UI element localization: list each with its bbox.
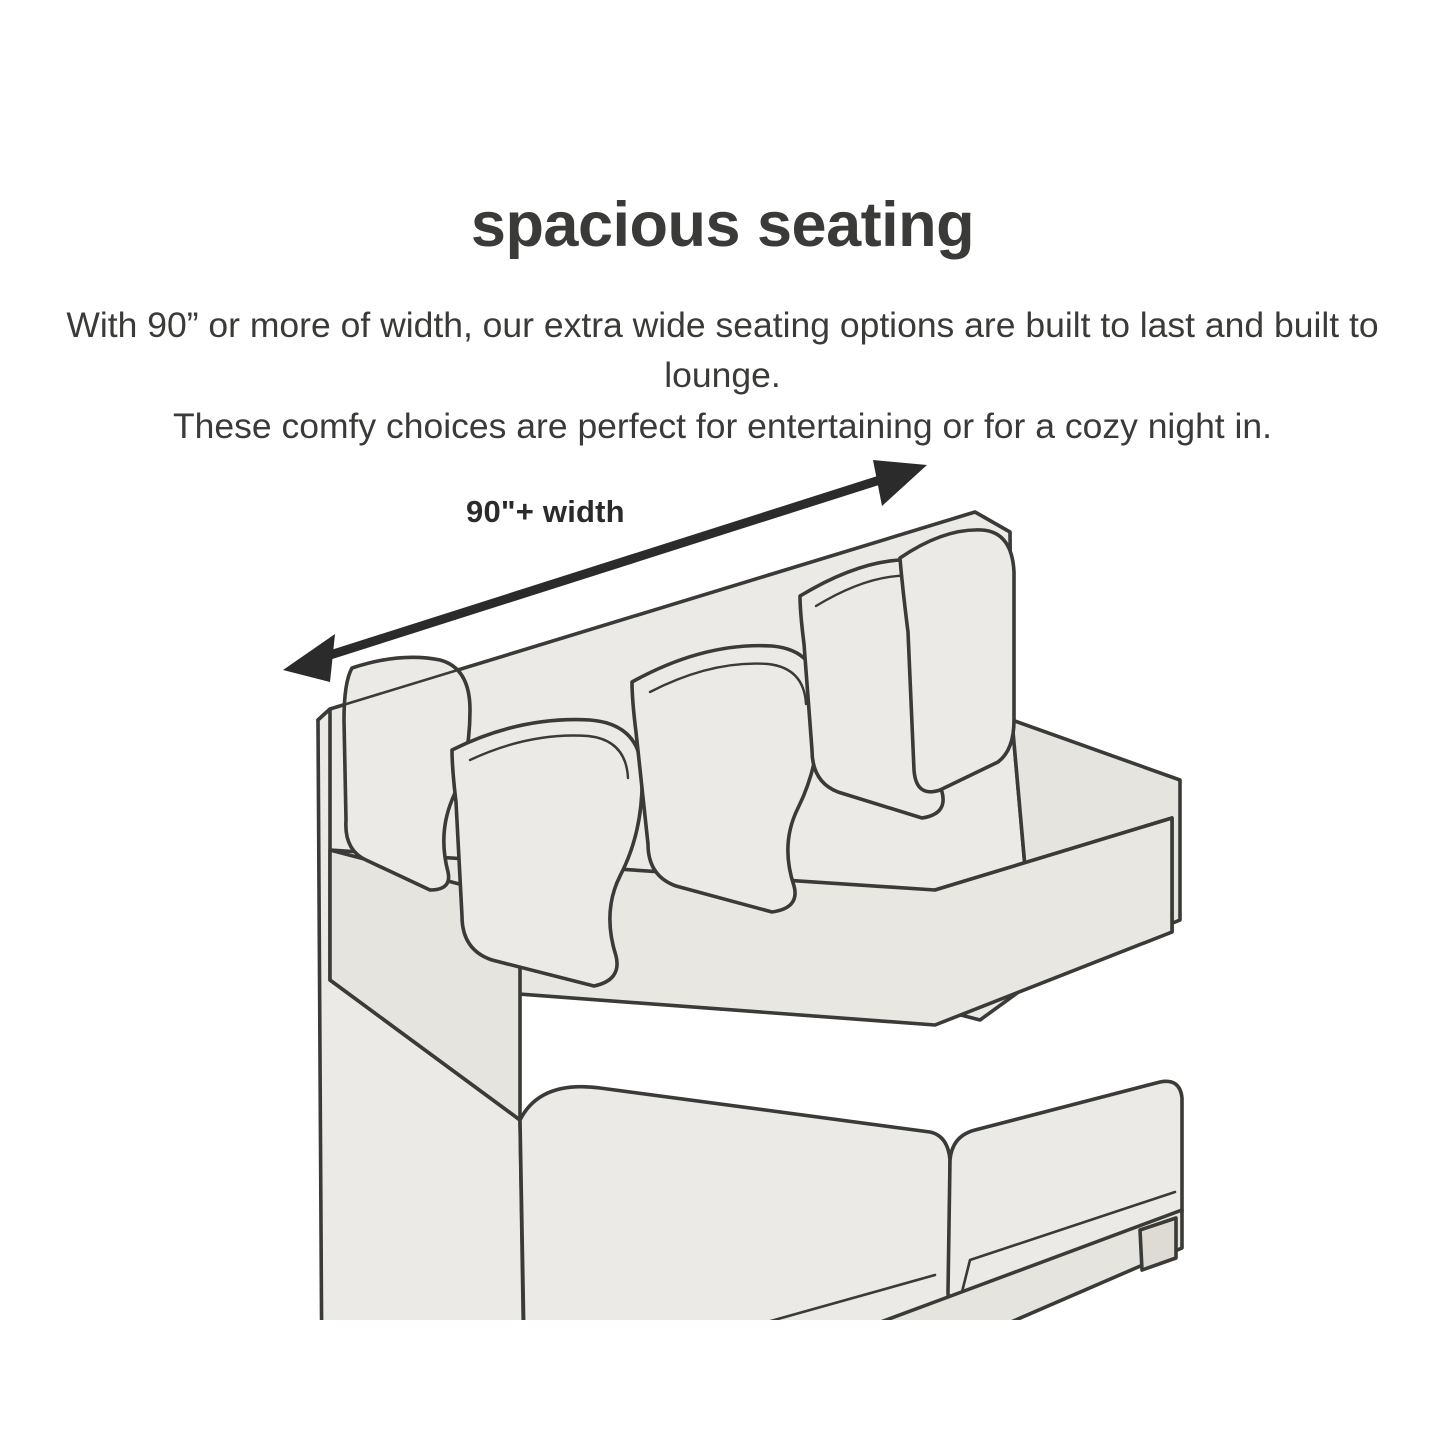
sofa-body [318, 512, 1182, 1320]
dimension-label: 90"+ width [466, 494, 625, 529]
description-line-1: With 90” or more of width, our extra wide seating options are built to last and built to lounge. [66, 305, 1379, 396]
description-line-2: These comfy choices are perfect for entertaining or for a cozy night in. [172, 405, 1273, 446]
sofa-illustration [0, 420, 1445, 1320]
page-title: spacious seating [470, 190, 975, 260]
